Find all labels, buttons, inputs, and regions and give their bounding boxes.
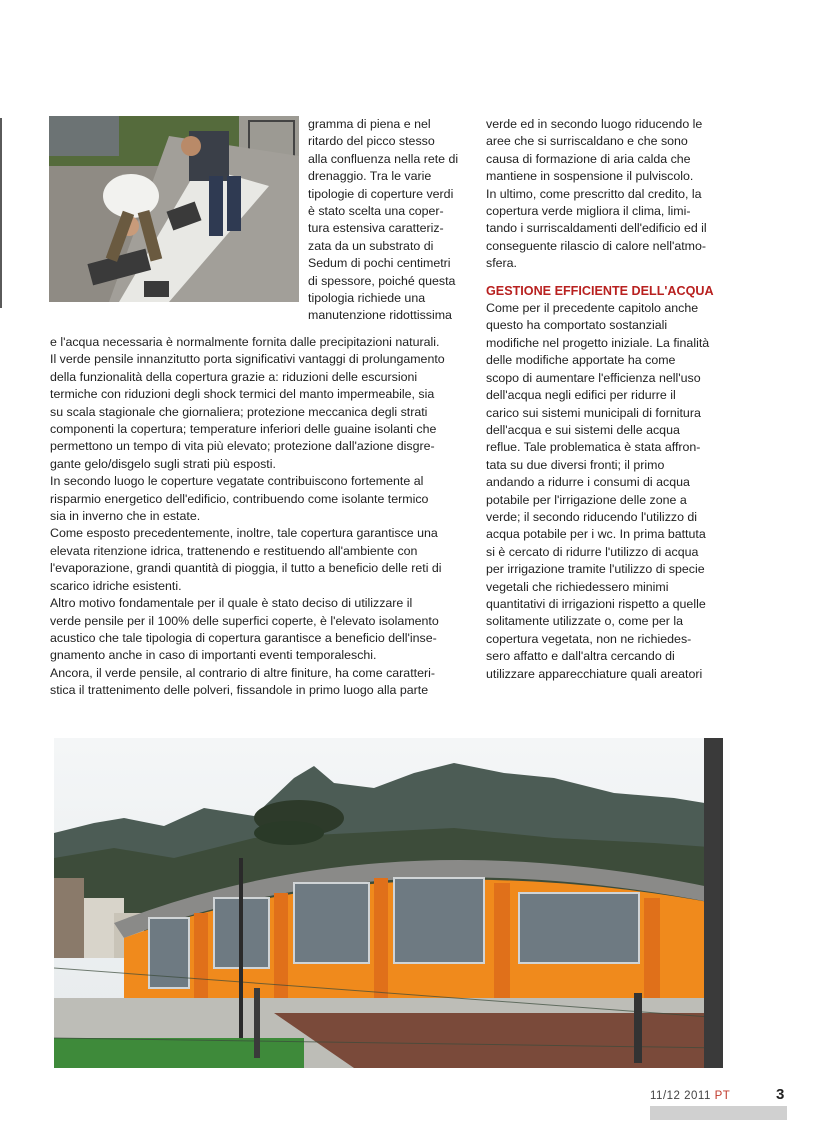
text-line: manutenzione ridottissima — [308, 308, 452, 323]
text-line: quantitativi di irrigazioni rispetto a quelle — [486, 596, 706, 611]
magazine-logo: PT — [714, 1090, 731, 1102]
text-line: causa di formazione di aria calda che — [486, 151, 691, 166]
text-line: Come esposto precedentemente, inoltre, tale copertura garantisce una — [50, 526, 438, 541]
text-line: andando a ridurre i consumi di acqua — [486, 475, 690, 490]
text-line: copertura vegetata, non ne richiedes- — [486, 631, 692, 646]
text-line: tando i surriscaldamenti dell'edificio ed il — [486, 221, 707, 236]
text-line: tura estensiva caratteriz- — [308, 221, 444, 236]
page-number: 3 — [776, 1086, 785, 1103]
text-line: Sedum di pochi centimetri — [308, 256, 451, 271]
text-line: potabile per l'irrigazione delle zone a — [486, 492, 687, 507]
text-line: modifiche nel progetto iniziale. La finalità — [486, 335, 710, 350]
text-line: dell'acqua e sui sistemi delle acqua — [486, 422, 680, 437]
text-line: verde ed in secondo luogo riducendo le — [486, 117, 703, 131]
workers-photo — [49, 116, 299, 302]
text-line: In ultimo, come prescritto dal credito, la — [486, 186, 702, 201]
text-line: stica il trattenimento delle polveri, fissandole in primo luogo alla parte — [50, 683, 429, 698]
text-line: utilizzare apparecchiature quali areatori — [486, 666, 703, 681]
text-line: solitamente utilizzate o, come per la — [486, 614, 683, 629]
footer-bar — [650, 1106, 787, 1120]
text-line: sero affatto e dall'altra cercando di — [486, 649, 675, 664]
text-line: zata da un substrato di — [308, 238, 434, 253]
text-line: tipologie di coperture verdi — [308, 186, 454, 201]
body-column-left — [50, 334, 470, 700]
text-line: reflue. Tale problematica è stata affron- — [486, 440, 701, 455]
section-heading: GESTIONE EFFICIENTE DELL'ACQUA — [486, 283, 714, 298]
text-line: carico sui sistemi municipali di fornitura — [486, 405, 701, 420]
text-line: vegetali che richiedessero minimi — [486, 579, 669, 594]
text-line: tipologia richiede una — [308, 291, 426, 306]
text-line: acqua potabile per i wc. In prima battuta — [486, 527, 706, 542]
text-line: risparmio energetico dell'edificio, contribuendo come isolante termico — [50, 491, 429, 506]
text-line: Come per il precedente capitolo anche — [486, 301, 699, 316]
text-line: termiche con riduzioni degli shock termici del manto impermeabile, sia — [50, 387, 435, 402]
text-line: su scala stagionale che giornaliera; protezione meccanica degli strati — [50, 404, 428, 419]
issue-date: 11/12 2011 — [650, 1090, 711, 1102]
text-line: scarico idriche esistenti. — [50, 578, 182, 593]
text-line: è stato scelta una coper- — [308, 204, 444, 219]
text-wrap-column — [308, 116, 478, 325]
text-line: sfera. — [486, 256, 517, 271]
footer-date — [650, 1090, 730, 1102]
text-line: gramma di piena e nel — [308, 117, 431, 131]
text-line: per irrigazione tramite l'utilizzo di specie — [486, 562, 705, 577]
text-line: verde; il secondo riducendo l'utilizzo di — [486, 509, 698, 524]
text-line: Ancora, il verde pensile, al contrario di altre finiture, ha come caratteri- — [50, 665, 435, 680]
text-line: componenti la copertura; temperature inferiori delle guaine isolanti che — [50, 422, 437, 437]
body-column-right — [486, 116, 724, 683]
text-line: ritardo del picco stesso — [308, 134, 435, 149]
text-line: gnamento anche in caso di importanti eventi temporaleschi. — [50, 648, 377, 663]
text-line: questo ha comportato sostanziali — [486, 318, 668, 333]
text-line: aree che si surriscaldano e che sono — [486, 134, 688, 149]
text-line: Altro motivo fondamentale per il quale è stato deciso di utilizzare il — [50, 596, 413, 611]
page-edge-mark — [0, 118, 2, 308]
text-line: della funzionalità della copertura grazie a: riduzioni delle escursioni — [50, 369, 418, 384]
text-line: dell'acqua negli edifici per ridurre il — [486, 388, 676, 403]
text-line: elevata ritenzione idrica, trattenendo e restituendo all'ambiente con — [50, 543, 418, 558]
text-line: scopo di aumentare l'efficienza nell'uso — [486, 370, 701, 385]
text-line: acustico che tale tipologia di copertura garantisce a beneficio dell'inse- — [50, 630, 437, 645]
text-line: tata su due diversi fronti; il primo — [486, 457, 665, 472]
text-line: verde pensile per il 100% delle superfici coperte, è l'elevato isolamento — [50, 613, 439, 628]
text-line: In secondo luogo le coperture vegatate contribuiscono fortemente al — [50, 474, 424, 489]
text-line: drenaggio. Tra le varie — [308, 169, 432, 184]
building-photo — [54, 738, 723, 1068]
text-line: si è cercato di ridurre l'utilizzo di acqua — [486, 544, 699, 559]
text-line: delle modifiche apportate ha come — [486, 353, 676, 368]
text-line: Il verde pensile innanzitutto porta significativi vantaggi di prolungamento — [50, 352, 445, 367]
text-line: di spessore, poiché questa — [308, 273, 456, 288]
text-line: conseguente rilascio di calore nell'atmo- — [486, 238, 707, 253]
text-line: gante gelo/disgelo sugli strati più esposti. — [50, 456, 276, 471]
text-line: sia in inverno che in estate. — [50, 509, 201, 524]
text-line: alla confluenza nella rete di — [308, 151, 459, 166]
text-line: mantiene in sospensione il pulviscolo. — [486, 169, 694, 184]
text-line: e l'acqua necessaria è normalmente fornita dalle precipitazioni naturali. — [50, 335, 440, 349]
text-line: copertura verde migliora il clima, limi- — [486, 204, 691, 219]
text-line: l'evaporazione, grandi quantità di pioggia, il tutto a beneficio delle reti di — [50, 561, 442, 576]
text-line: permettono un tempo di vita più elevato; protezione dall'azione disgre- — [50, 439, 435, 454]
